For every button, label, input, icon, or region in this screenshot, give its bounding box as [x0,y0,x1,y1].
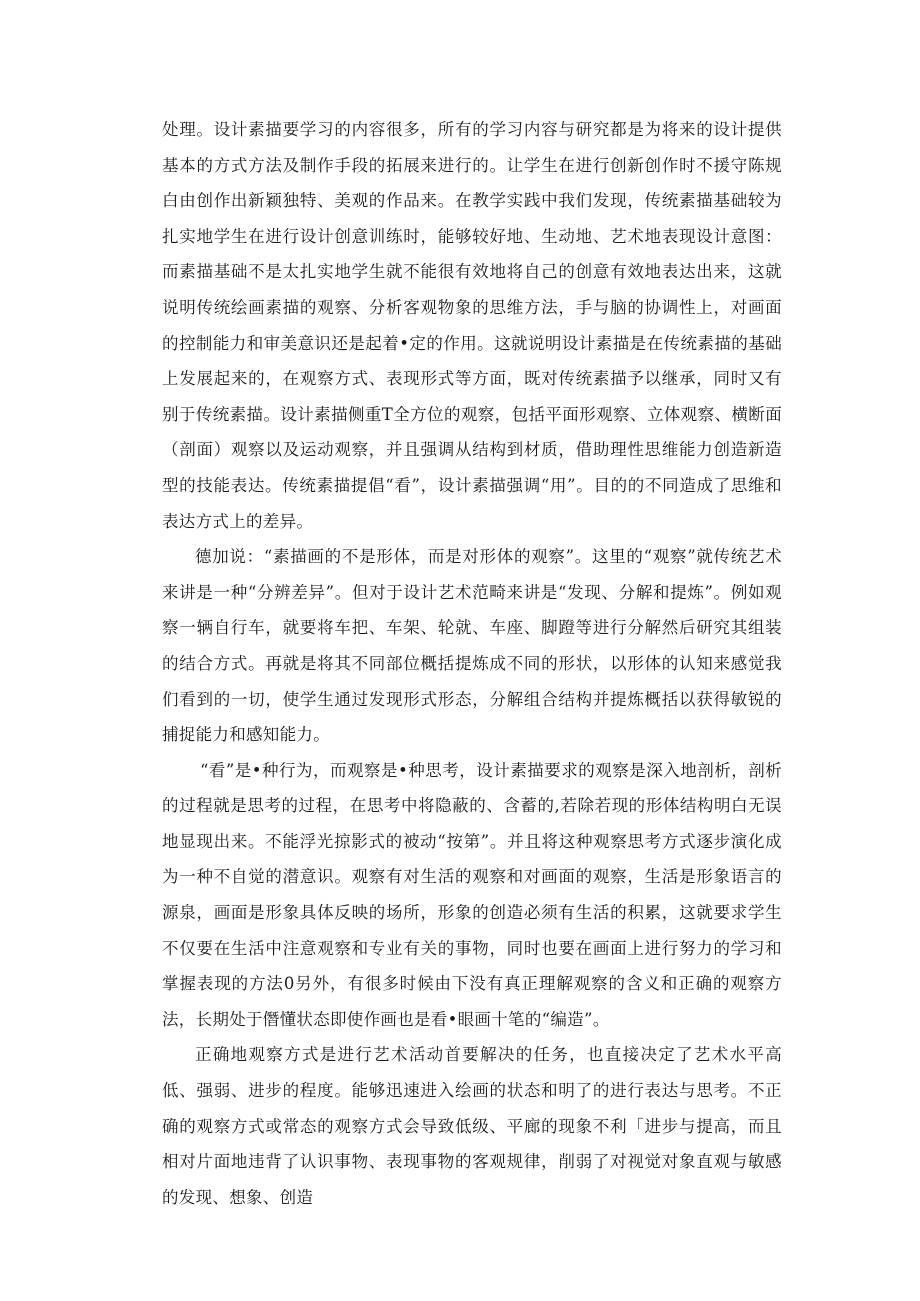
document-body [162,112,782,1215]
paragraph-4: 正确地观察方式是进行艺术活动首要解决的任务，也直接决定了艺术水平高低、强弱、进步的程度。能够迅速进入绘画的状态和明了的进行表达与思考。不正确的观察方式或常态的观察方式会导致低级、平廊的现象不利「进步与提高，而且相对片面地违背了认识事物、表现事物的客观规律，削弱了对视觉对象直观与敏感的发现、想象、创造 [162,1045,782,1207]
paragraph-3: “看”是•种行为，而观察是•种思考，设计素描要求的观察是深入地剖析，剖析的过程就是思考的过程，在思考中将隐蔽的、含蓄的,若除若现的形体结构明白无误地显现出来。不能浮光掠影式的被动“按第”。并且将这种观察思考方式逐步演化成为一种不自觉的潜意识。观察有对生活的观察和对画面的观察，生活是形象语言的源泉，画面是形象具体反映的场所，形象的创造必须有生活的积累，这就要求学生不仅要在生活中注意观察和专业有关的事物，同时也要在画面上进行努力的学习和掌握表现的方法0另外，有很多时候由下没有真正理解观察的含义和正确的观察方法，长期处于僭懂状态即使作画也是看•眼画十笔的“编造”。 [162,760,782,1029]
paragraph-2: 德加说：“素描画的不是形体，而是对形体的观察”。这里的“观察”就传统艺术来讲是一种“分辨差异”。但对于设计艺术范畸来讲是“发现、分解和提炼”。例如观察一辆自行车，就要将车把、车架、轮就、车座、脚蹬等进行分解然后研究其组装的结合方式。再就是将其不同部位概括提炼成不同的形状，以形体的认知来感觉我们看到的一切，使学生通过发现形式形态，分解组合结构并提炼概括以获得敏锐的捕捉能力和感知能力。 [162,547,782,745]
paragraph-1: 处理。设计素描要学习的内容很多，所有的学习内容与研究都是为将来的设计提供基本的方式方法及制作手段的拓展来进行的。让学生在进行创新创作时不援守陈规白由创作出新颖独特、美观的作品来。在教学实践中我们发现，传统素描基础较为扎实地学生在进行设计创意训练时，能够较好地、生动地、艺术地表现设计意图：而素描基础不是太扎实地学生就不能很有效地将自己的创意有效地表达出来，这就说明传统绘画素描的观察、分析客观物象的思维方法，手与脑的协调性上，对画面的控制能力和审美意识还是起着•定的作用。这就说明设计素描是在传统素描的基础上发展起来的，在观察方式、表现形式等方面，既对传统素描予以继承，同时又有别于传统素描。设计素描侧重T全方位的观察，包括平面形观察、立体观察、横断面（剖面）观察以及运动观察，并且强调从结构到材质，借助理性思维能力创造新造型的技能表达。传统素描提倡“看”，设计素描强调“用”。目的的不同造成了思维和表达方式上的差异。 [162,120,782,531]
